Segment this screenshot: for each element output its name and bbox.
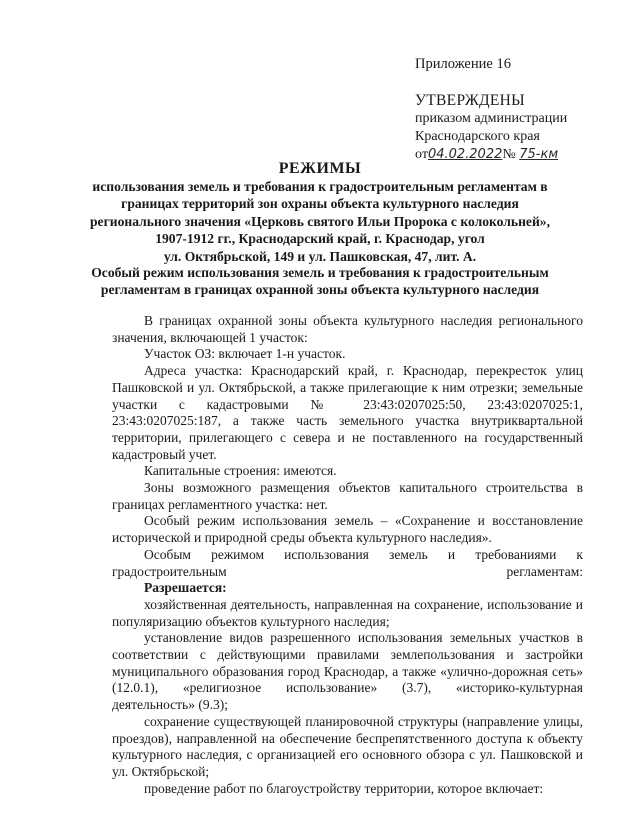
date-prefix: от <box>415 147 428 162</box>
title-main: РЕЖИМЫ <box>278 160 362 177</box>
body-paragraph: установление видов разрешенного использования земельных участков в соответствии с действующими правилами землепользования и застройки муниципального образования город Краснодар, а также «улично-дорожная сеть» (12.0.1), «религиозное использование» (3.7), «историко-культурная деятельность» (9.3); <box>112 630 583 713</box>
section-subtitle <box>60 264 580 299</box>
approved-line-2: Краснодарского края <box>415 129 540 144</box>
title-line: регионального значения «Церковь святого Ильи Пророка с колокольней», <box>90 213 550 229</box>
title-line: границах территорий зон охраны объекта культурного наследия <box>121 196 519 212</box>
body-paragraph: В границах охранной зоны объекта культурного наследия регионального значения, включающей 1 участок: <box>112 313 583 345</box>
body-paragraph: Особым режимом использования земель и требованиями к градостроительным регламентам: <box>112 546 583 579</box>
number-prefix: № <box>502 147 516 162</box>
approval-block <box>415 92 567 164</box>
permitted-heading: Разрешается: <box>144 580 227 596</box>
approved-title: УТВЕРЖДЕНЫ <box>415 92 525 109</box>
handwritten-date: 04.02.2022 <box>427 147 503 162</box>
body-paragraph: хозяйственная деятельность, направленная на сохранение, использование и популяризацию объектов культурного наследия; <box>112 596 583 629</box>
body-paragraph: Адреса участка: Краснодарский край, г. Краснодар, перекресток улиц Пашковской и ул. Октябрьской, а также прилегающие к ним отрезки; земельные участки с кадастровыми № 23:43:0207025:50, 23:43:0207025:1, 23:43:0207025:187, а также часть земельного участка внутриквартальной территории, прилегающего с севера и не поставленного на государственный кадастровый учет. <box>112 363 583 462</box>
document-title <box>60 160 580 265</box>
body-paragraph: сохранение существующей планировочной структуры (направление улицы, проездов), направленной на обеспечение беспрепятственного доступа к объекту культурного наследия, с организацией его основного обзора с ул. Пашковской и ул. Октябрьской; <box>112 713 583 779</box>
body-paragraph: Участок ОЗ: включает 1-н участок. <box>144 346 346 362</box>
subtitle-line: регламентам в границах охранной зоны объекта культурного наследия <box>100 282 540 298</box>
approved-line-1: приказом администрации <box>415 111 568 126</box>
subtitle-line: Особый режим использования земель и требования к градостроительным <box>91 265 549 280</box>
body-paragraph: Особый режим использования земель – «Сохранение и восстановление исторической и природной среды объекта культурного наследия». <box>112 513 583 546</box>
appendix-label: Приложение 16 <box>415 56 511 72</box>
body-paragraph: Зоны возможного размещения объектов капитального строительства в границах регламентного участка: нет. <box>112 480 583 512</box>
body-paragraph: Капитальные строения: имеются. <box>144 463 337 479</box>
title-line: использования земель и требования к градостроительным регламентам в <box>92 179 548 194</box>
body-paragraph: проведение работ по благоустройству территории, которое включает: <box>144 780 544 796</box>
title-line: ул. Октябрьской, 149 и ул. Пашковская, 47, лит. А. <box>163 248 477 264</box>
handwritten-number: 75-км <box>519 147 559 162</box>
document-body <box>112 313 583 797</box>
title-line: 1907-1912 гг., Краснодарский край, г. Краснодар, угол <box>155 231 485 247</box>
